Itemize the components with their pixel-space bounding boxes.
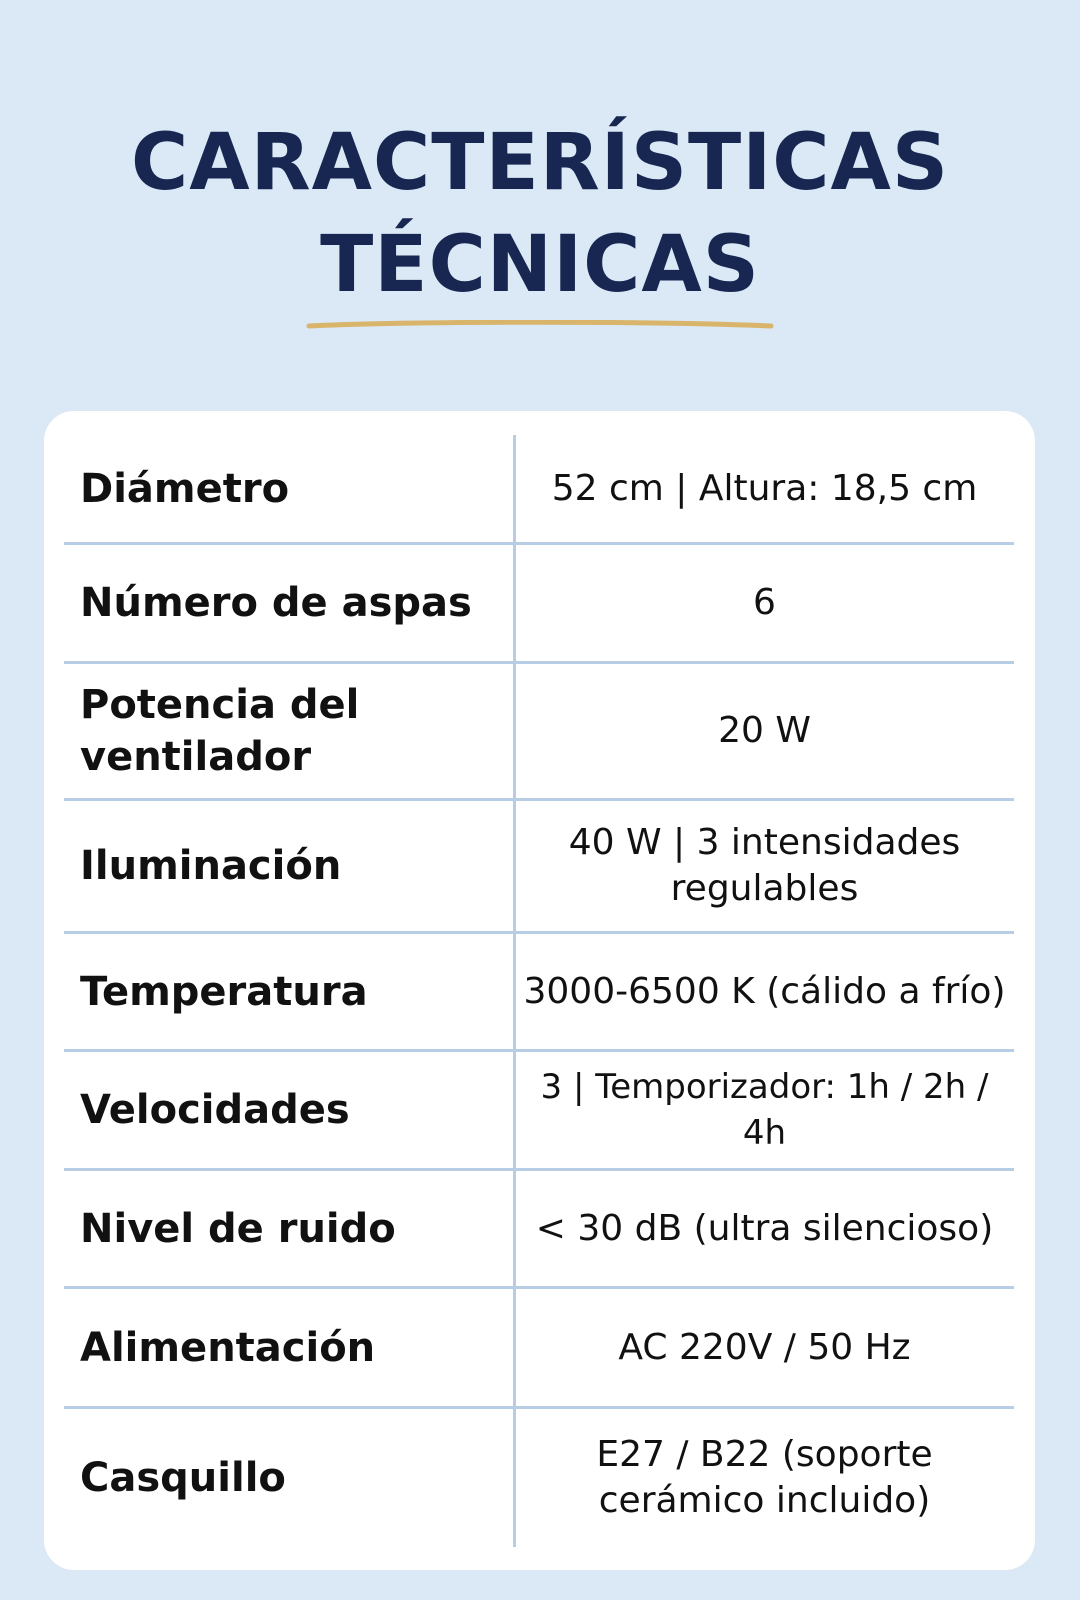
spec-value-power-supply: AC 220V / 50 Hz xyxy=(618,1326,911,1368)
spec-value-fan-power: 20 W xyxy=(718,710,811,751)
table-row xyxy=(64,435,1014,545)
spec-value-temperature: 3000-6500 K (cálido a frío) xyxy=(523,970,1006,1012)
table-row xyxy=(64,801,1014,934)
spec-value-lighting: 40 W | 3 intensidades regulables xyxy=(568,822,961,909)
spec-label-blade-count: Número de aspas xyxy=(80,580,472,626)
spec-value-diameter: 52 cm | Altura: 18,5 cm xyxy=(551,467,978,509)
spec-label-power-supply: Alimentación xyxy=(80,1324,376,1371)
spec-label-noise-level: Nivel de ruido xyxy=(80,1205,396,1252)
specifications-table xyxy=(64,435,1014,1547)
table-row xyxy=(64,1409,1014,1547)
page-title xyxy=(0,112,1080,316)
spec-label-socket: Casquillo xyxy=(80,1455,286,1501)
spec-value-noise-level: < 30 dB (ultra silencioso) xyxy=(535,1207,994,1249)
spec-value-speeds: 3 | Temporizador: 1h / 2h / 4h xyxy=(540,1067,989,1153)
spec-label-lighting: Iluminación xyxy=(80,843,342,889)
spec-value-socket: E27 / B22 (soporte cerámico incluido) xyxy=(596,1434,933,1521)
table-row xyxy=(64,664,1014,801)
spec-label-fan-power: Potencia del ventilador xyxy=(80,682,360,780)
title-underline-decoration xyxy=(306,320,774,330)
table-row xyxy=(64,1052,1014,1171)
page-title-line-2: TÉCNICAS xyxy=(320,220,760,310)
page-title-line-1: CARACTERÍSTICAS xyxy=(130,118,950,208)
spec-label-diameter: Diámetro xyxy=(80,465,290,512)
table-row xyxy=(64,934,1014,1052)
spec-label-temperature: Temperatura xyxy=(80,968,368,1015)
table-row xyxy=(64,1171,1014,1289)
table-row xyxy=(64,545,1014,664)
specifications-card xyxy=(44,411,1035,1570)
spec-value-blade-count: 6 xyxy=(753,582,776,623)
table-row xyxy=(64,1289,1014,1409)
spec-label-speeds: Velocidades xyxy=(80,1087,350,1133)
